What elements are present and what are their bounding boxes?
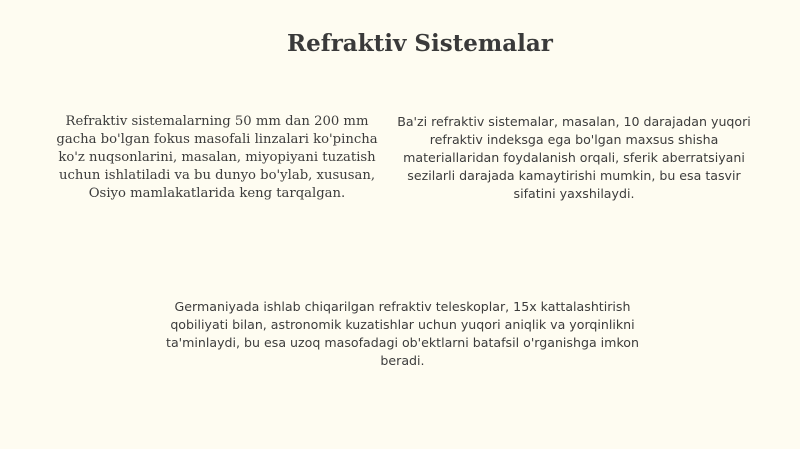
paragraph-bottom: Germaniyada ishlab chiqarilgan refraktiv teleskoplar, 15x kattalashtirish qobiliyati bilan, astronomik kuzatishlar uchun yuqori aniqlik va yorqinlikni ta'minlaydi, bu esa uzoq masofadagi ob'ektlarni batafsil o'rganishga imkon beradi.	[166, 299, 639, 368]
paragraph-left: Refraktiv sistemalarning 50 mm dan 200 mm gacha bo'lgan fokus masofali linzalari ko'pincha ko'z nuqsonlarini, masalan, miyopiyani tuzatish uchun ishlatiladi va bu dunyo bo'ylab, xususan, Osiyo mamlakatlarida keng tarqalgan.	[56, 114, 378, 201]
paragraph-right: Ba'zi refraktiv sistemalar, masalan, 10 darajadan yuqori refraktiv indeksga ega bo'lgan maxsus shisha materiallaridan foydalanish orqali, sferik aberratsiyani sezilarli darajada kamaytirishi mumkin, bu esa tasvir sifatini yaxshilaydi.	[397, 114, 751, 201]
page-title: Refraktiv Sistemalar	[287, 30, 553, 57]
